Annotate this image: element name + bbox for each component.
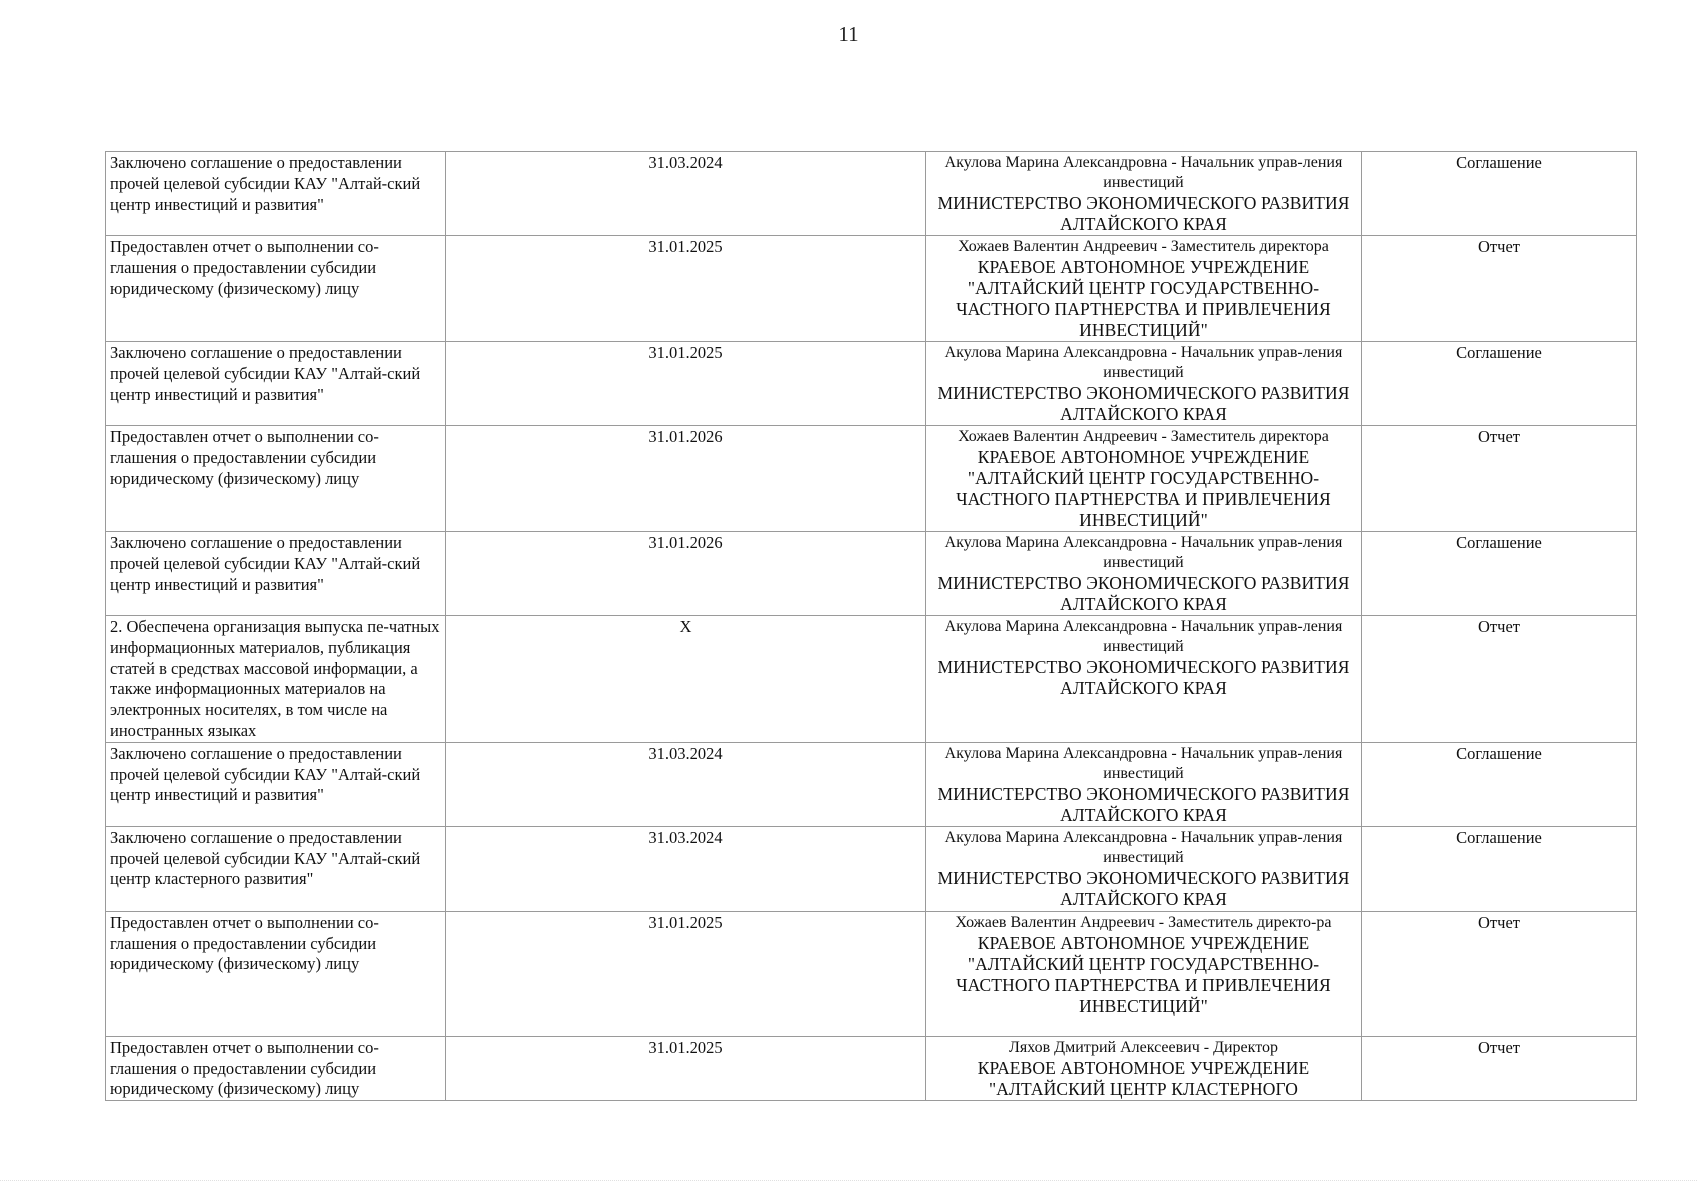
event-description: Заключено соглашение о предоставлении прочей целевой субсидии КАУ "Алтай-ский центр инвестиций и развития" [106,342,446,426]
responsible-organization: МИНИСТЕРСТВО ЭКОНОМИЧЕСКОГО РАЗВИТИЯ АЛТАЙСКОГО КРАЯ [937,193,1350,234]
responsible-organization: КРАЕВОЕ АВТОНОМНОЕ УЧРЕЖДЕНИЕ "АЛТАЙСКИЙ ЦЕНТР ГОСУДАРСТВЕННО-ЧАСТНОГО ПАРТНЕРСТВА И ПРИВЛЕЧЕНИЯ ИНВЕСТИЦИЙ" [956,447,1331,530]
event-description: Предоставлен отчет о выполнении со-глашения о предоставлении субсидии юридическому (физическому) лицу [106,1036,446,1100]
due-date: 31.01.2025 [446,1036,926,1100]
responsible-person: Хожаев Валентин Андреевич - Заместитель директо-ра [955,913,1332,931]
responsible-cell [926,426,1362,532]
document-type: Отчет [1362,911,1637,1036]
responsible-organization: МИНИСТЕРСТВО ЭКОНОМИЧЕСКОГО РАЗВИТИЯ АЛТАЙСКОГО КРАЯ [937,383,1350,424]
responsible-organization: КРАЕВОЕ АВТОНОМНОЕ УЧРЕЖДЕНИЕ "АЛТАЙСКИЙ ЦЕНТР ГОСУДАРСТВЕННО-ЧАСТНОГО ПАРТНЕРСТВА И ПРИВЛЕЧЕНИЯ ИНВЕСТИЦИЙ" [956,932,1331,1016]
due-date: X [446,616,926,743]
event-description: Заключено соглашение о предоставлении прочей целевой субсидии КАУ "Алтай-ский центр инвестиций и развития" [106,152,446,236]
event-description: 2. Обеспечена организация выпуска пе-чатных информационных материалов, публикация статей в средствах массовой информации, а также информационных материалов на электронных носителях, в том числе на иностранных языках [106,616,446,743]
table-row [106,742,1637,826]
responsible-person: Хожаев Валентин Андреевич - Заместитель директора [958,428,1329,445]
responsible-organization: МИНИСТЕРСТВО ЭКОНОМИЧЕСКОГО РАЗВИТИЯ АЛТАЙСКОГО КРАЯ [937,783,1350,825]
table-row [106,826,1637,911]
responsible-person: Ляхов Дмитрий Алексеевич - Директор [1009,1038,1278,1056]
responsible-cell [926,342,1362,426]
plan-table [105,151,1637,1101]
due-date: 31.03.2024 [446,826,926,911]
responsible-organization: КРАЕВОЕ АВТОНОМНОЕ УЧРЕЖДЕНИЕ "АЛТАЙСКИЙ ЦЕНТР КЛАСТЕРНОГО [977,1057,1310,1099]
responsible-person: Акулова Марина Александровна - Начальник управ-ления инвестиций [944,534,1343,571]
page-number: 11 [838,22,859,46]
document-type: Отчет [1362,1036,1637,1100]
event-description: Предоставлен отчет о выполнении со-глашения о предоставлении субсидии юридическому (физическому) лицу [106,236,446,342]
due-date: 31.01.2026 [446,426,926,532]
responsible-cell [926,616,1362,743]
responsible-person: Акулова Марина Александровна - Начальник управ-ления инвестиций [944,154,1343,191]
document-type: Соглашение [1362,152,1637,236]
responsible-organization: МИНИСТЕРСТВО ЭКОНОМИЧЕСКОГО РАЗВИТИЯ АЛТАЙСКОГО КРАЯ [937,867,1350,909]
table-row [106,342,1637,426]
table-row [106,426,1637,532]
document-type: Соглашение [1362,826,1637,911]
responsible-person: Акулова Марина Александровна - Начальник управ-ления инвестиций [944,744,1343,782]
responsible-cell [926,532,1362,616]
table-row [106,532,1637,616]
responsible-cell [926,152,1362,236]
document-type: Отчет [1362,236,1637,342]
due-date: 31.01.2026 [446,532,926,616]
table-row [106,236,1637,342]
responsible-cell [926,911,1362,1036]
responsible-cell [926,236,1362,342]
document-type: Соглашение [1362,342,1637,426]
event-description: Предоставлен отчет о выполнении со-глашения о предоставлении субсидии юридическому (физическому) лицу [106,911,446,1036]
responsible-organization: МИНИСТЕРСТВО ЭКОНОМИЧЕСКОГО РАЗВИТИЯ АЛТАЙСКОГО КРАЯ [937,657,1350,698]
event-description: Предоставлен отчет о выполнении со-глашения о предоставлении субсидии юридическому (физическому) лицу [106,426,446,532]
scan-edge [0,1180,1697,1182]
event-description: Заключено соглашение о предоставлении прочей целевой субсидии КАУ "Алтай-ский центр кластерного развития" [106,826,446,911]
due-date: 31.03.2024 [446,742,926,826]
table-row [106,152,1637,236]
table-row [106,616,1637,743]
responsible-cell [926,742,1362,826]
responsible-person: Акулова Марина Александровна - Начальник управ-ления инвестиций [944,618,1343,655]
responsible-cell [926,1036,1362,1100]
document-type: Отчет [1362,616,1637,743]
table-row [106,1036,1637,1100]
event-description: Заключено соглашение о предоставлении прочей целевой субсидии КАУ "Алтай-ский центр инвестиций и развития" [106,532,446,616]
responsible-cell [926,826,1362,911]
responsible-organization: МИНИСТЕРСТВО ЭКОНОМИЧЕСКОГО РАЗВИТИЯ АЛТАЙСКОГО КРАЯ [937,573,1350,614]
due-date: 31.03.2024 [446,152,926,236]
responsible-organization: КРАЕВОЕ АВТОНОМНОЕ УЧРЕЖДЕНИЕ "АЛТАЙСКИЙ ЦЕНТР ГОСУДАРСТВЕННО-ЧАСТНОГО ПАРТНЕРСТВА И ПРИВЛЕЧЕНИЯ ИНВЕСТИЦИЙ" [956,257,1331,340]
responsible-person: Хожаев Валентин Андреевич - Заместитель директора [958,238,1329,255]
document-type: Соглашение [1362,742,1637,826]
due-date: 31.01.2025 [446,236,926,342]
document-type: Отчет [1362,426,1637,532]
responsible-person: Акулова Марина Александровна - Начальник управ-ления инвестиций [944,344,1343,381]
due-date: 31.01.2025 [446,911,926,1036]
document-type: Соглашение [1362,532,1637,616]
event-description: Заключено соглашение о предоставлении прочей целевой субсидии КАУ "Алтай-ский центр инвестиций и развития" [106,742,446,826]
table-row [106,911,1637,1036]
responsible-person: Акулова Марина Александровна - Начальник управ-ления инвестиций [944,828,1343,866]
due-date: 31.01.2025 [446,342,926,426]
